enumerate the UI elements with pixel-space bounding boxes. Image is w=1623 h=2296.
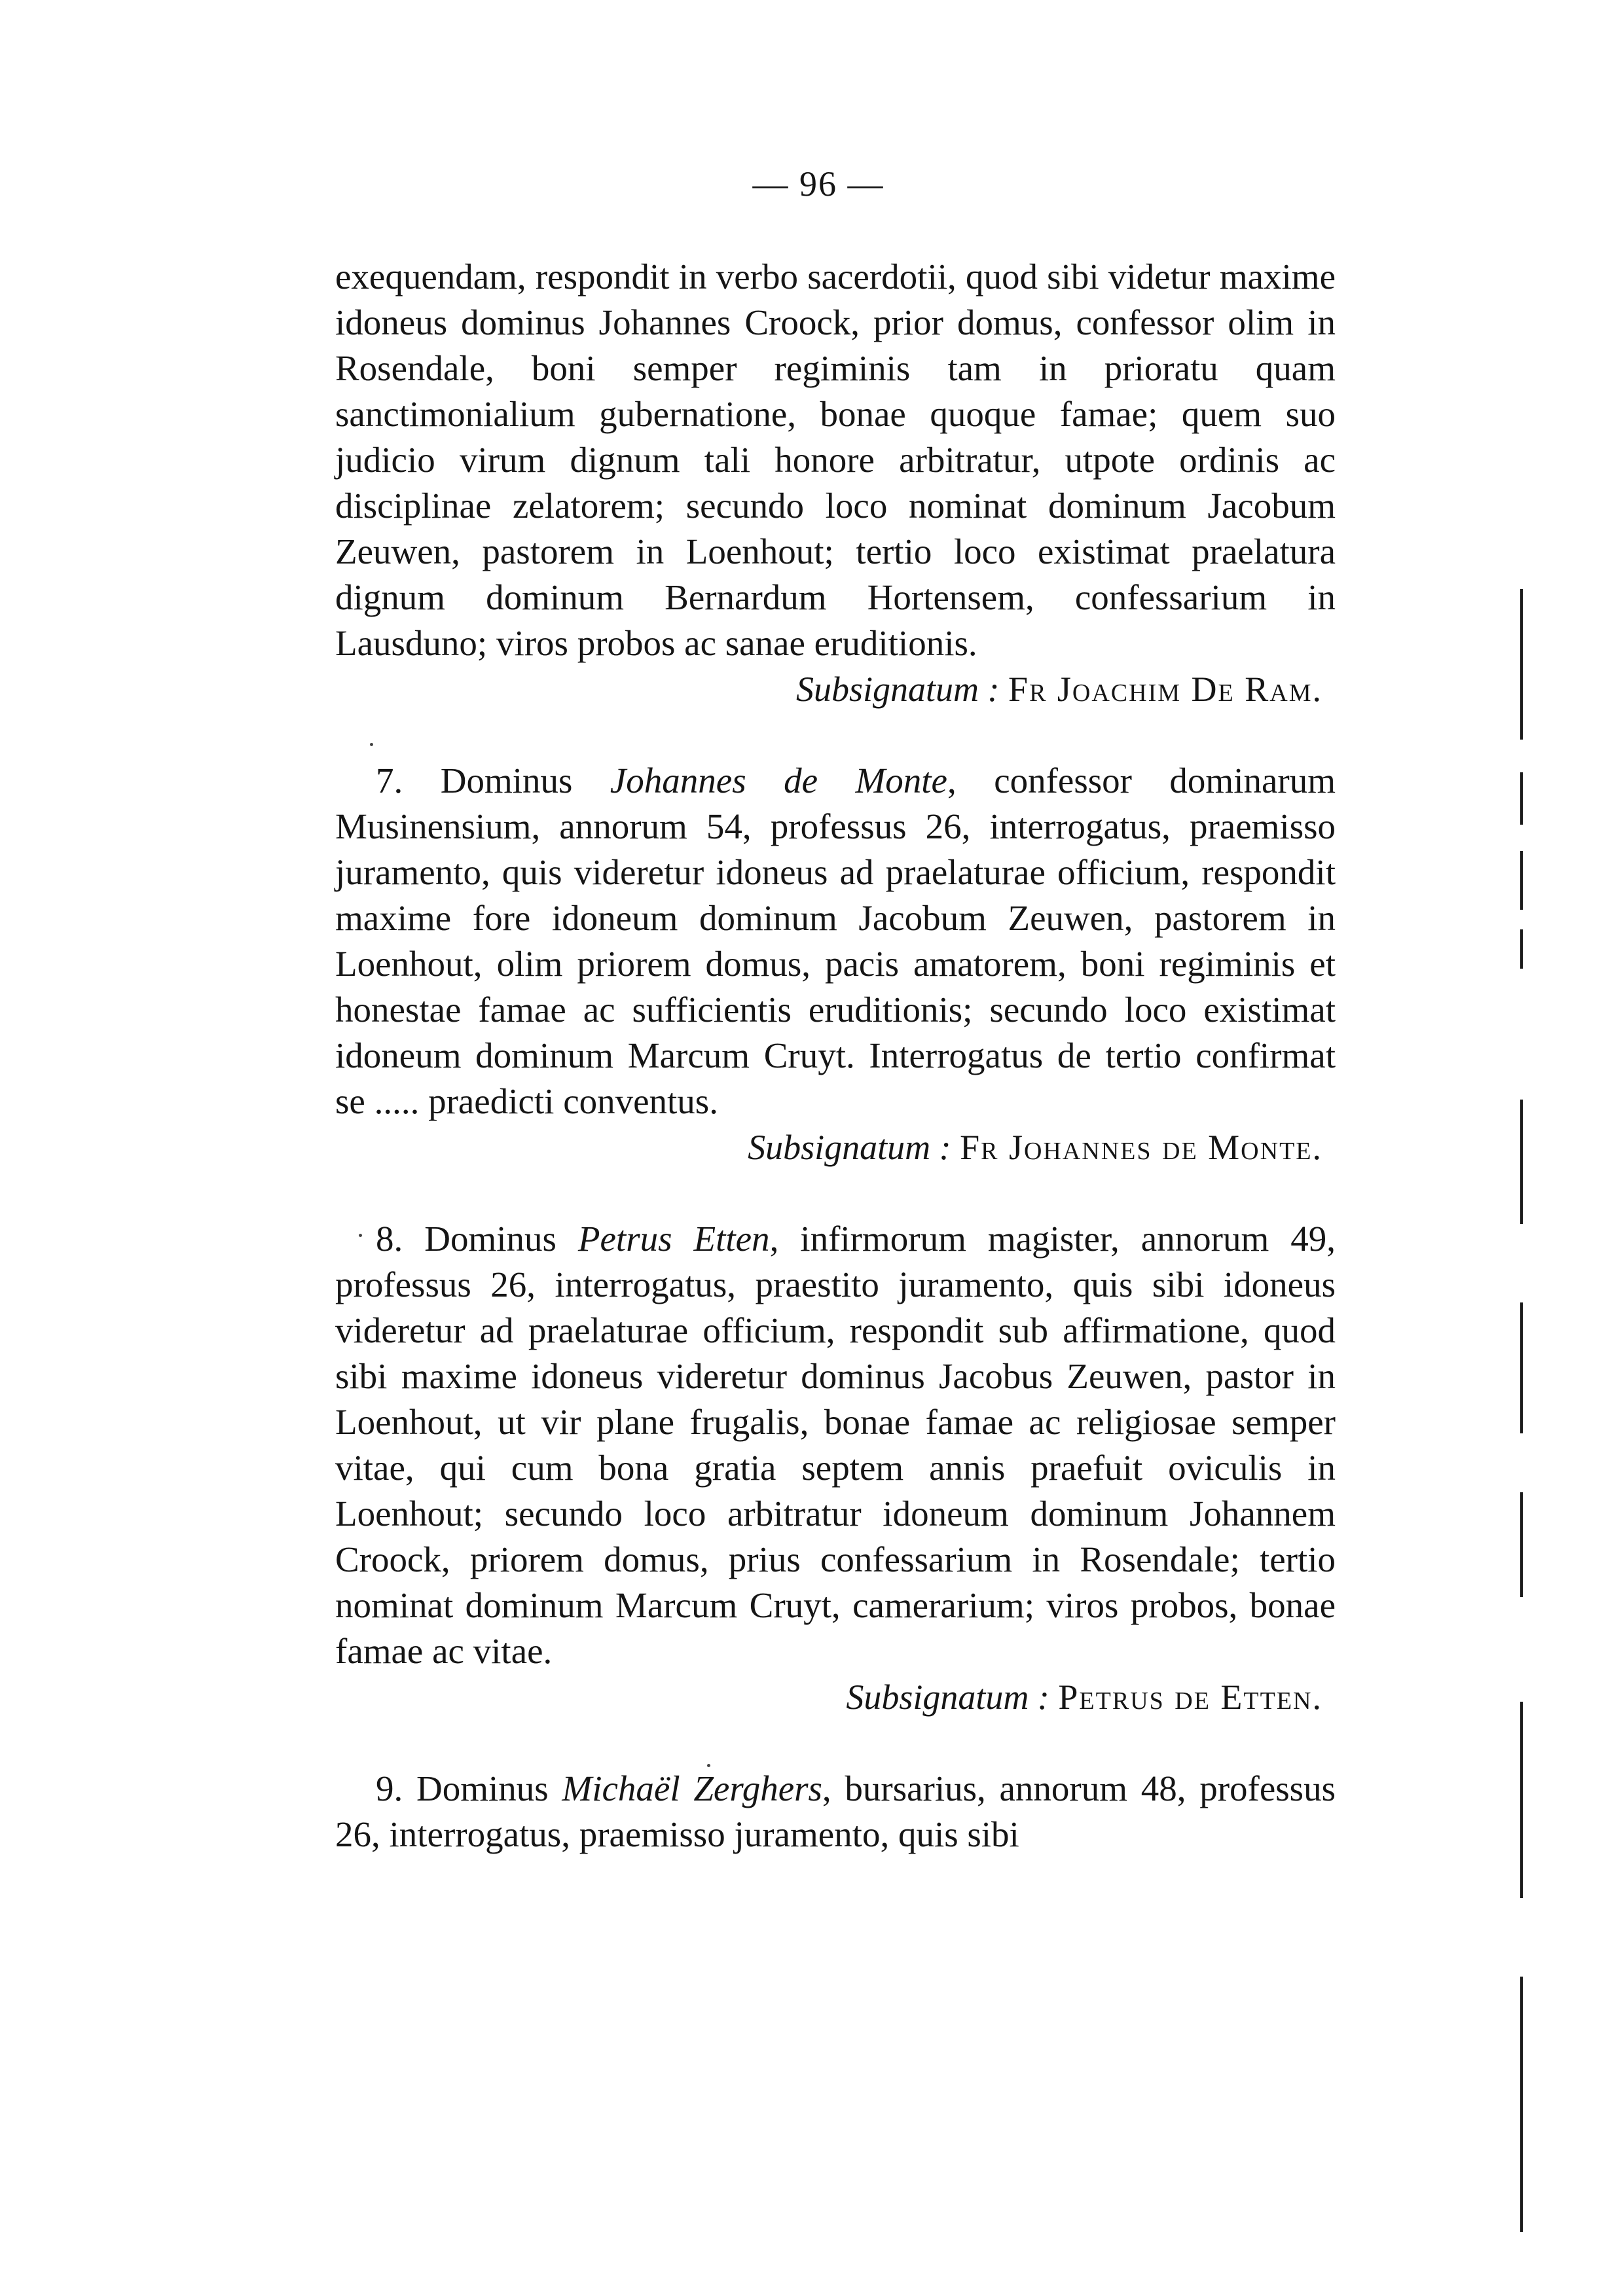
signature-name: Fr Johannes de Monte. <box>960 1128 1322 1167</box>
scan-speck <box>707 1764 710 1767</box>
signature-label: Subsignatum : <box>796 670 1000 709</box>
paragraph-8 <box>335 1216 1336 1674</box>
paragraph-number: 8. <box>376 1219 403 1259</box>
paragraph-number: 7. <box>376 761 403 800</box>
scan-margin-mark <box>1520 589 1523 740</box>
scan-speck <box>370 743 373 746</box>
paragraph-continuation: exequendam, respondit in verbo sacerdotii, quod sibi videtur maxime idoneus dominus Johannes Croock, prior domus, confessor olim in Rosendale, boni semper regiminis tam in prioratu quam sanctimonialium gubernatione, bonae quoque famae; quem suo judicio virum dignum tali honore arbitratur, utpote ordinis ac disciplinae zelatorem; secundo loco nominat dominum Jacobum Zeuwen, pastorem in Loenhout; tertio loco existimat praelatura dignum dominum Bernardum Hortensem, confessarium in Lausduno; viros probos ac sanae eruditionis. <box>335 257 1336 663</box>
paragraph-lead: Dominus <box>424 1219 556 1259</box>
scan-margin-mark <box>1520 851 1523 910</box>
scan-margin-mark <box>1520 929 1523 969</box>
scan-speck <box>359 1234 362 1237</box>
page-number: — 96 — <box>752 164 884 204</box>
paragraph-lead: Dominus <box>440 761 573 800</box>
person-name: Johannes de Monte <box>610 761 947 800</box>
paragraph-text: , bursarius, annorum 48, professus 26, interrogatus, praemisso juramento, quis sibi <box>335 1768 1336 1854</box>
paragraph-text: , confessor dominarum Musinensium, annorum 54, professus 26, interrogatus, praemisso juramento, quis videretur idoneus ad praelaturae officium, respondit maxime fore idoneum dominum Jacobum Zeuwen, pastorem in Loenhout, olim priorem domus, pacis amatorem, boni regiminis et honestae famae ac sufficientis eruditionis; secundo loco existimat idoneum dominum Marcum Cruyt. Interrogatus de tertio confirmat se ..... praedicti conventus. <box>335 761 1336 1121</box>
signature-line <box>335 666 1322 712</box>
paragraph-lead: Dominus <box>416 1768 549 1808</box>
paragraph-number: 9. <box>376 1768 403 1808</box>
signature-name: Petrus de Etten. <box>1058 1677 1322 1717</box>
scan-margin-mark <box>1520 1302 1523 1433</box>
person-name: Michaël Zerghers <box>562 1768 822 1808</box>
scan-margin-mark <box>1520 1100 1523 1224</box>
signature-label: Subsignatum : <box>748 1128 951 1167</box>
scan-margin-mark <box>1520 1977 1523 2232</box>
person-name: Petrus Etten <box>577 1219 770 1259</box>
scan-margin-mark <box>1520 1702 1523 1898</box>
paragraph-text: , infirmorum magister, annorum 49, professus 26, interrogatus, praestito juramento, quis sibi idoneus videretur ad praelaturae officium, respondit sub affirmatione, quod sibi maxime idoneus videretur dominus Jacobus Zeuwen, pastor in Loenhout, ut vir plane frugalis, bonae famae ac religiosae semper vitae, qui cum bona gratia septem annis praefuit oviculis in Loenhout; secundo loco arbitratur idoneum dominum Johannem Croock, priorem domus, prius confessarium in Rosendale; tertio nominat dominum Marcum Cruyt, camerarium; viros probos, bonae famae ac vitae. <box>335 1219 1336 1671</box>
scan-margin-mark <box>1520 772 1523 825</box>
body-text <box>335 254 1336 1857</box>
signature-name: Fr Joachim De Ram. <box>1008 670 1322 709</box>
scan-margin-mark <box>1520 1492 1523 1597</box>
signature-label: Subsignatum : <box>846 1677 1049 1717</box>
signature-line <box>335 1674 1322 1720</box>
signature-line <box>335 1124 1322 1170</box>
paragraph-9 <box>335 1766 1336 1857</box>
paragraph-7 <box>335 758 1336 1124</box>
